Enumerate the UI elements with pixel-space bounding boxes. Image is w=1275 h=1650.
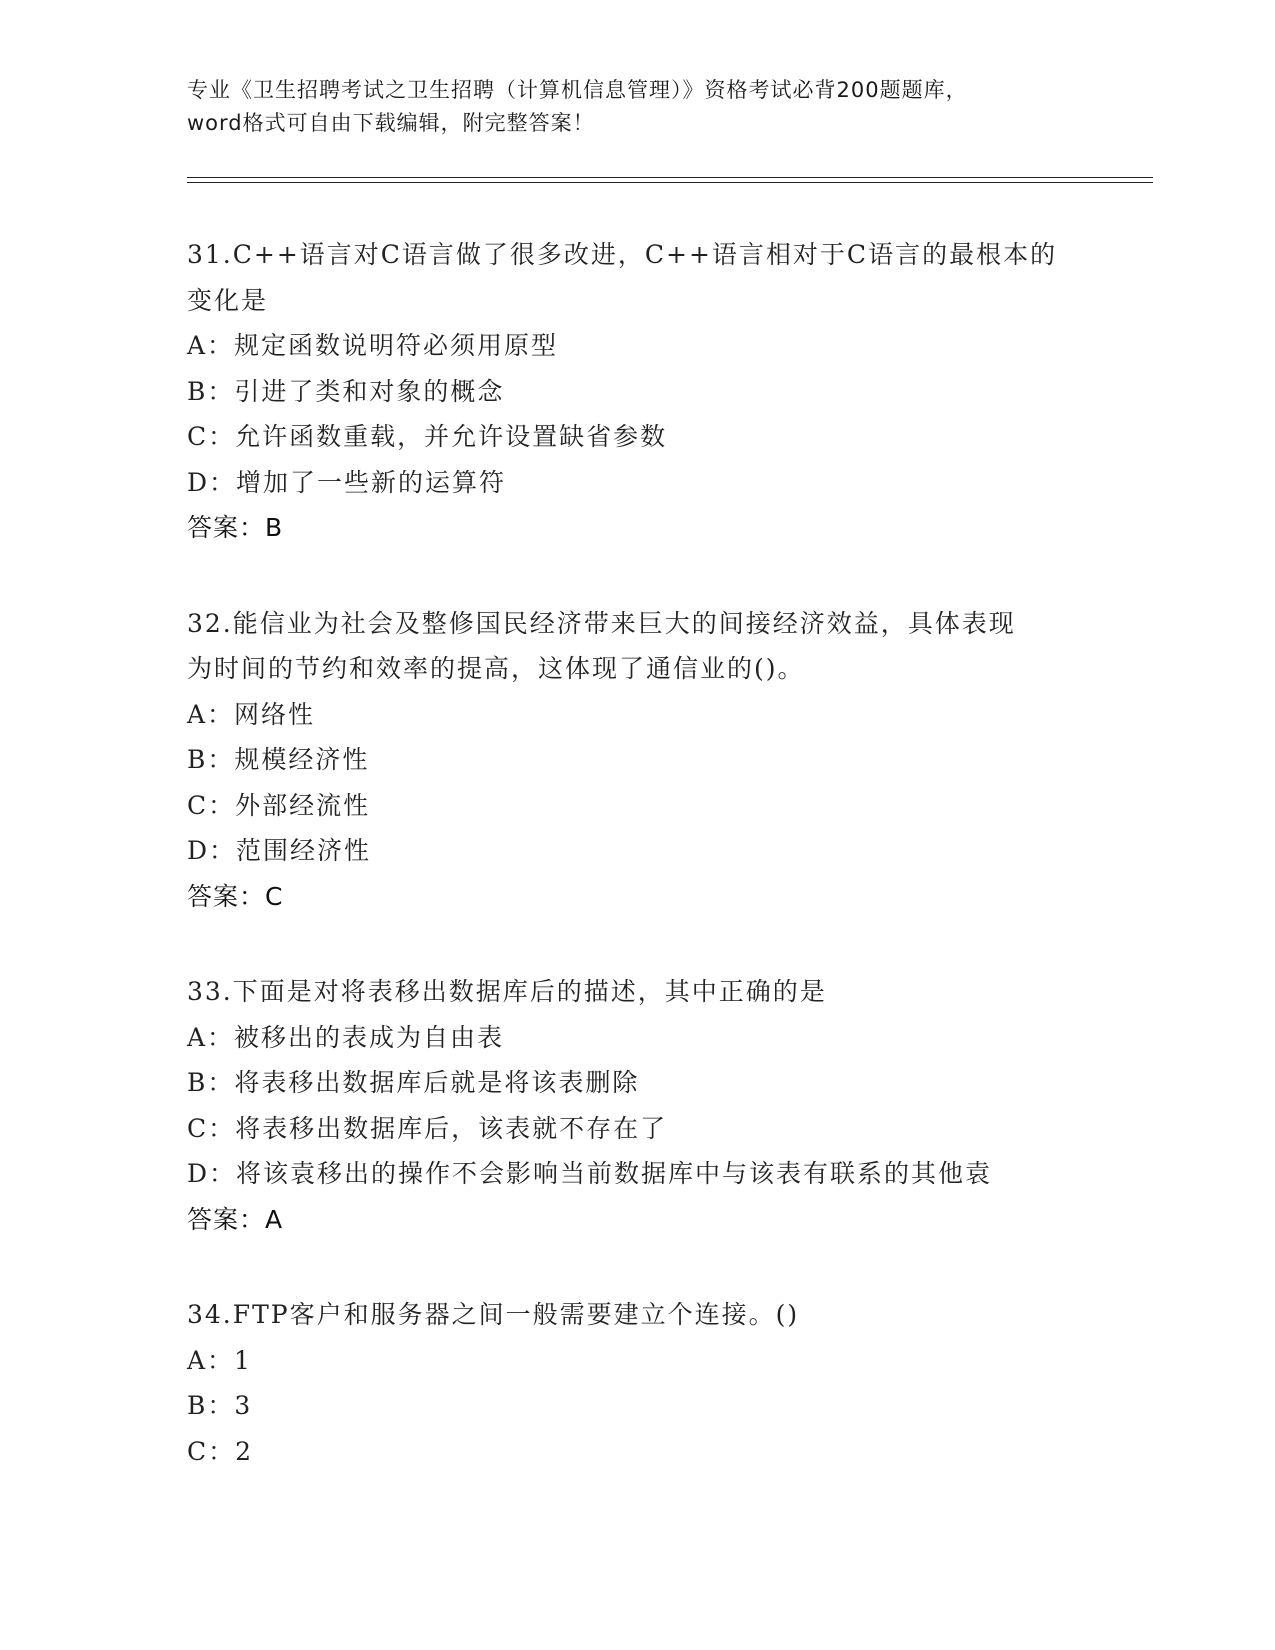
option-c: C：将表移出数据库后，该表就不存在了 [187,1113,668,1143]
option-b: B：引进了类和对象的概念 [187,376,505,406]
option-c: C：外部经流性 [187,790,371,820]
question-text: 为时间的节约和效率的提高，这体现了通信业的()。 [187,654,805,683]
option-c: C：2 [187,1436,254,1466]
option-b: B：规模经济性 [187,745,370,774]
option-b: B：3 [187,1391,253,1420]
header-divider-bottom [187,182,1153,183]
answer: 答案：C [187,881,284,911]
question-34 [187,1292,1087,1474]
option-a: A：被移出的表成为自由表 [187,1022,505,1052]
option-c: C：允许函数重载，并允许设置缺省参数 [187,422,668,451]
answer: 答案：B [187,513,284,542]
question-31 [187,232,1087,551]
question-32 [187,601,1087,920]
option-b: B：将表移出数据库后就是将该表删除 [187,1068,640,1097]
option-d: D：增加了一些新的运算符 [187,467,507,497]
question-text: 34.FTP客户和服务器之间一般需要建立个连接。() [187,1300,800,1329]
question-text: 32.能信业为社会及整修国民经济带来巨大的间接经济效益，具体表现 [187,608,1016,638]
question-text: 33.下面是对将表移出数据库后的描述，其中正确的是 [187,977,827,1006]
option-a: A：规定函数说明符必须用原型 [187,331,559,360]
option-d: D：范围经济性 [187,836,372,865]
option-a: A：网络性 [187,699,316,729]
document-header [187,74,1087,140]
question-text: 变化是 [187,285,269,315]
option-a: A：1 [187,1345,252,1375]
question-list [187,232,1087,1524]
question-33 [187,969,1087,1242]
header-line-1: 专业《卫生招聘考试之卫生招聘（计算机信息管理）》资格考试必背200题题库， [187,78,968,102]
option-d: D：将该袁移出的操作不会影响当前数据库中与该表有联系的其他袁 [187,1159,993,1188]
header-line-2: word格式可自由下载编辑，附完整答案！ [187,111,595,135]
question-text: 31.C++语言对C语言做了很多改进，C++语言相对于C语言的最根本的 [187,240,1058,269]
answer: 答案：A [187,1204,284,1234]
header-divider-top [187,177,1153,178]
